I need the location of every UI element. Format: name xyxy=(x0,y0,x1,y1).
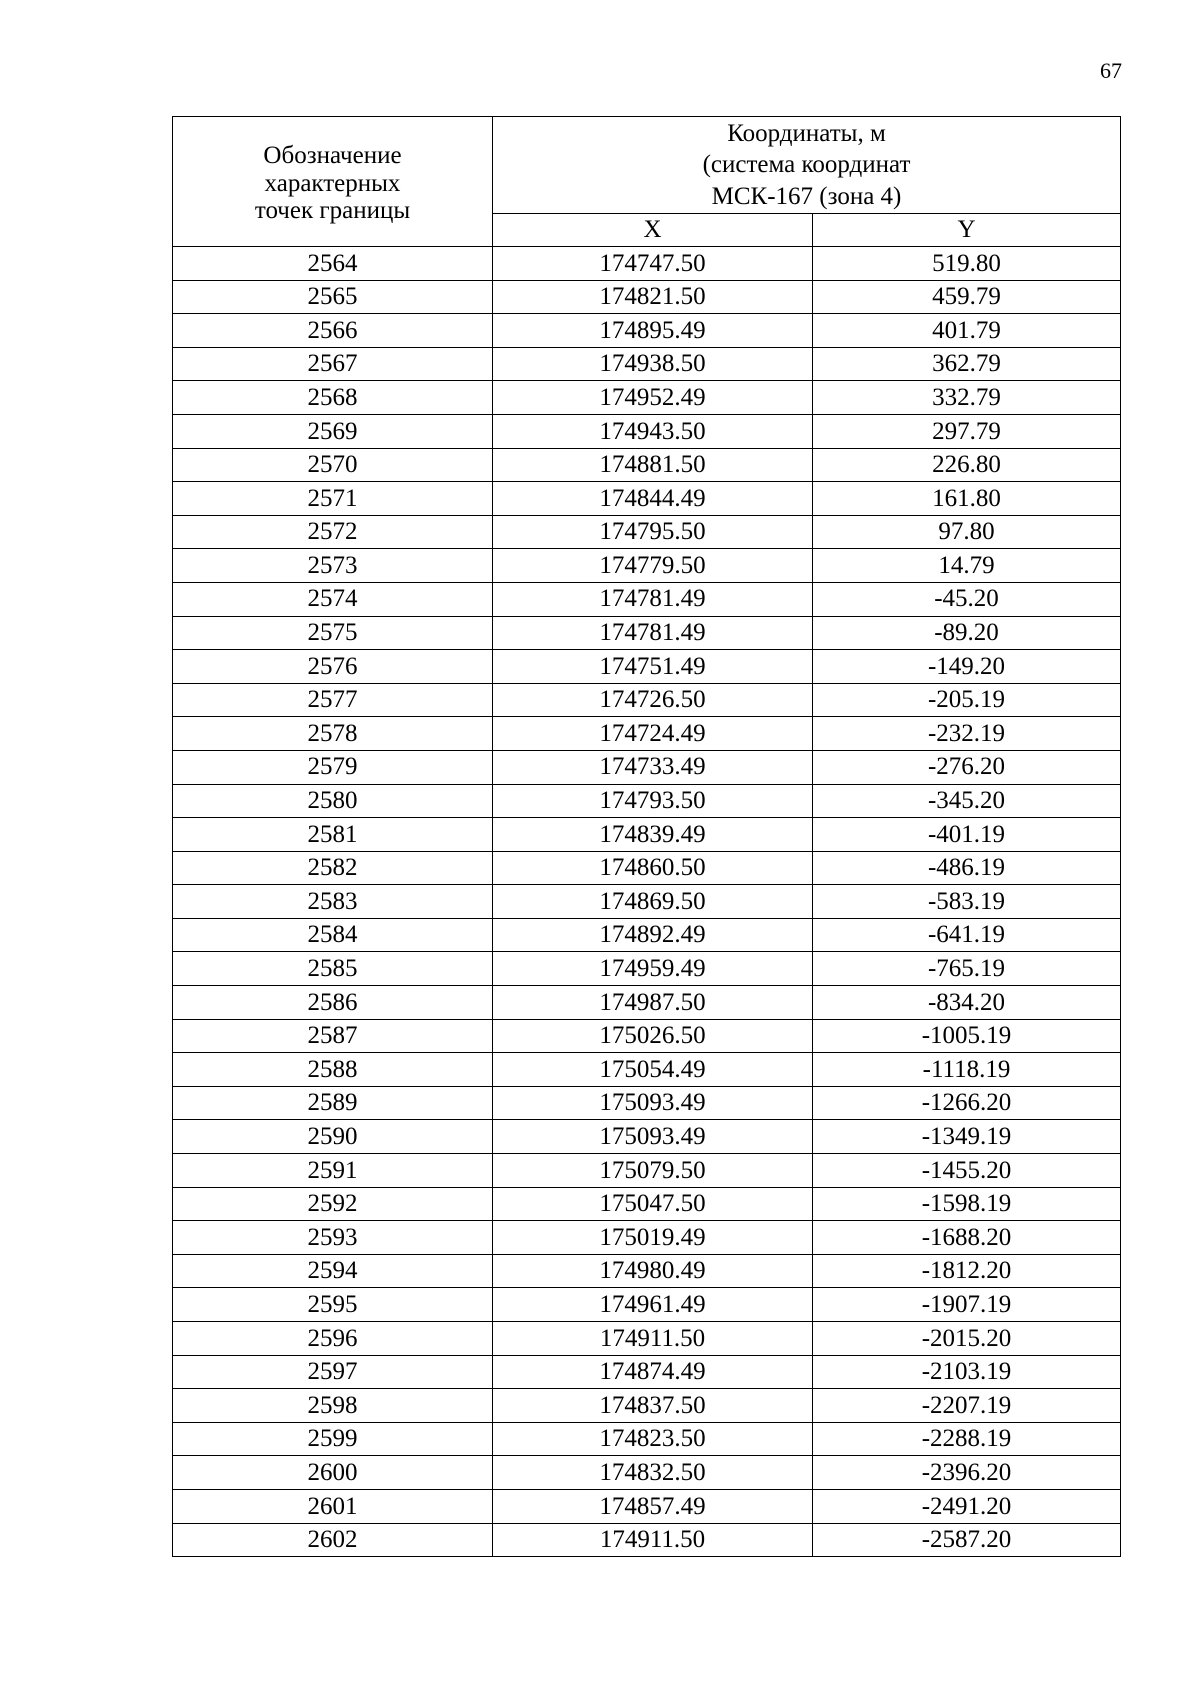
cell-x: 174795.50 xyxy=(493,515,813,549)
table-row xyxy=(173,717,1121,751)
cell-x: 174952.49 xyxy=(493,381,813,415)
cell-point: 2592 xyxy=(173,1187,493,1221)
cell-x: 174844.49 xyxy=(493,482,813,516)
cell-x: 174938.50 xyxy=(493,347,813,381)
cell-point: 2590 xyxy=(173,1120,493,1154)
cell-x: 175047.50 xyxy=(493,1187,813,1221)
cell-point: 2589 xyxy=(173,1086,493,1120)
cell-x: 174823.50 xyxy=(493,1422,813,1456)
table-row xyxy=(173,650,1121,684)
cell-y: -2103.19 xyxy=(813,1355,1121,1389)
cell-y: -2396.20 xyxy=(813,1456,1121,1490)
table-row xyxy=(173,952,1121,986)
cell-y: 332.79 xyxy=(813,381,1121,415)
table-row xyxy=(173,818,1121,852)
cell-point: 2568 xyxy=(173,381,493,415)
cell-point: 2586 xyxy=(173,986,493,1020)
cell-y: 519.80 xyxy=(813,247,1121,281)
cell-point: 2597 xyxy=(173,1355,493,1389)
cell-point: 2585 xyxy=(173,952,493,986)
cell-x: 174747.50 xyxy=(493,247,813,281)
table-row xyxy=(173,347,1121,381)
table-row xyxy=(173,314,1121,348)
cell-x: 174781.49 xyxy=(493,582,813,616)
cell-point: 2574 xyxy=(173,582,493,616)
cell-point: 2571 xyxy=(173,482,493,516)
cell-y: -1907.19 xyxy=(813,1288,1121,1322)
cell-x: 175019.49 xyxy=(493,1221,813,1255)
cell-y: -1005.19 xyxy=(813,1019,1121,1053)
cell-point: 2593 xyxy=(173,1221,493,1255)
cell-point: 2595 xyxy=(173,1288,493,1322)
cell-y: -1455.20 xyxy=(813,1154,1121,1188)
cell-x: 174961.49 xyxy=(493,1288,813,1322)
table-row xyxy=(173,616,1121,650)
table-row xyxy=(173,582,1121,616)
cell-point: 2582 xyxy=(173,851,493,885)
page-number: 67 xyxy=(1100,58,1122,83)
cell-point: 2583 xyxy=(173,885,493,919)
header-coordinates: Координаты, м (система координат МСК-167 (зона 4) xyxy=(493,117,1121,214)
table-row xyxy=(173,1422,1121,1456)
cell-point: 2581 xyxy=(173,818,493,852)
cell-point: 2587 xyxy=(173,1019,493,1053)
cell-y: -401.19 xyxy=(813,818,1121,852)
cell-x: 174959.49 xyxy=(493,952,813,986)
table-row xyxy=(173,247,1121,281)
table-row xyxy=(173,482,1121,516)
table-row xyxy=(173,1221,1121,1255)
cell-x: 174781.49 xyxy=(493,616,813,650)
cell-x: 175054.49 xyxy=(493,1053,813,1087)
table-row xyxy=(173,986,1121,1020)
cell-x: 174911.50 xyxy=(493,1322,813,1356)
cell-y: -1266.20 xyxy=(813,1086,1121,1120)
table-row xyxy=(173,1456,1121,1490)
cell-point: 2579 xyxy=(173,750,493,784)
table-row xyxy=(173,1187,1121,1221)
cell-point: 2576 xyxy=(173,650,493,684)
table-row xyxy=(173,885,1121,919)
cell-x: 174943.50 xyxy=(493,414,813,448)
cell-y: -583.19 xyxy=(813,885,1121,919)
table-row xyxy=(173,515,1121,549)
cell-x: 174895.49 xyxy=(493,314,813,348)
table-row xyxy=(173,784,1121,818)
table-row xyxy=(173,1254,1121,1288)
table-row xyxy=(173,414,1121,448)
cell-x: 174860.50 xyxy=(493,851,813,885)
header-point-designation: Обозначение характерных точек границы xyxy=(173,117,493,247)
table-row xyxy=(173,1489,1121,1523)
cell-point: 2591 xyxy=(173,1154,493,1188)
cell-y: -486.19 xyxy=(813,851,1121,885)
table-row xyxy=(173,1389,1121,1423)
cell-point: 2598 xyxy=(173,1389,493,1423)
table-row xyxy=(173,448,1121,482)
cell-y: -45.20 xyxy=(813,582,1121,616)
cell-y: 401.79 xyxy=(813,314,1121,348)
table-row xyxy=(173,750,1121,784)
cell-x: 174911.50 xyxy=(493,1523,813,1557)
cell-point: 2567 xyxy=(173,347,493,381)
cell-y: -2587.20 xyxy=(813,1523,1121,1557)
cell-x: 174857.49 xyxy=(493,1489,813,1523)
cell-x: 174837.50 xyxy=(493,1389,813,1423)
cell-y: -149.20 xyxy=(813,650,1121,684)
cell-point: 2570 xyxy=(173,448,493,482)
header-y: Y xyxy=(813,214,1121,247)
cell-x: 174751.49 xyxy=(493,650,813,684)
cell-point: 2602 xyxy=(173,1523,493,1557)
cell-y: -2207.19 xyxy=(813,1389,1121,1423)
cell-y: -276.20 xyxy=(813,750,1121,784)
table-row xyxy=(173,1288,1121,1322)
cell-y: 161.80 xyxy=(813,482,1121,516)
cell-x: 174793.50 xyxy=(493,784,813,818)
cell-y: 459.79 xyxy=(813,280,1121,314)
cell-y: -205.19 xyxy=(813,683,1121,717)
cell-point: 2578 xyxy=(173,717,493,751)
table-row xyxy=(173,381,1121,415)
cell-point: 2596 xyxy=(173,1322,493,1356)
cell-point: 2580 xyxy=(173,784,493,818)
table-row xyxy=(173,1053,1121,1087)
cell-point: 2601 xyxy=(173,1489,493,1523)
cell-point: 2584 xyxy=(173,918,493,952)
cell-y: 97.80 xyxy=(813,515,1121,549)
cell-point: 2573 xyxy=(173,549,493,583)
cell-y: -765.19 xyxy=(813,952,1121,986)
cell-point: 2577 xyxy=(173,683,493,717)
cell-x: 174779.50 xyxy=(493,549,813,583)
cell-x: 174892.49 xyxy=(493,918,813,952)
cell-x: 174869.50 xyxy=(493,885,813,919)
cell-x: 174821.50 xyxy=(493,280,813,314)
cell-x: 174987.50 xyxy=(493,986,813,1020)
cell-y: -2491.20 xyxy=(813,1489,1121,1523)
cell-point: 2575 xyxy=(173,616,493,650)
cell-x: 175026.50 xyxy=(493,1019,813,1053)
cell-x: 174839.49 xyxy=(493,818,813,852)
cell-y: -641.19 xyxy=(813,918,1121,952)
cell-point: 2600 xyxy=(173,1456,493,1490)
cell-point: 2599 xyxy=(173,1422,493,1456)
table-row xyxy=(173,1523,1121,1557)
table-row xyxy=(173,1120,1121,1154)
cell-x: 174733.49 xyxy=(493,750,813,784)
coordinates-table xyxy=(172,116,1121,1557)
cell-y: -1349.19 xyxy=(813,1120,1121,1154)
table-row xyxy=(173,1322,1121,1356)
table-row xyxy=(173,1154,1121,1188)
cell-y: 297.79 xyxy=(813,414,1121,448)
cell-point: 2566 xyxy=(173,314,493,348)
cell-y: -89.20 xyxy=(813,616,1121,650)
cell-y: -345.20 xyxy=(813,784,1121,818)
cell-x: 174881.50 xyxy=(493,448,813,482)
cell-x: 175093.49 xyxy=(493,1086,813,1120)
table-row xyxy=(173,851,1121,885)
cell-point: 2572 xyxy=(173,515,493,549)
table-row xyxy=(173,1019,1121,1053)
cell-y: 14.79 xyxy=(813,549,1121,583)
table-row xyxy=(173,683,1121,717)
cell-x: 174874.49 xyxy=(493,1355,813,1389)
cell-y: -2015.20 xyxy=(813,1322,1121,1356)
cell-y: -1812.20 xyxy=(813,1254,1121,1288)
table-row xyxy=(173,549,1121,583)
table-body xyxy=(173,247,1121,1557)
cell-y: 362.79 xyxy=(813,347,1121,381)
cell-x: 175093.49 xyxy=(493,1120,813,1154)
cell-y: -1598.19 xyxy=(813,1187,1121,1221)
cell-y: 226.80 xyxy=(813,448,1121,482)
cell-y: -232.19 xyxy=(813,717,1121,751)
cell-point: 2569 xyxy=(173,414,493,448)
cell-x: 174832.50 xyxy=(493,1456,813,1490)
table-row xyxy=(173,918,1121,952)
cell-point: 2565 xyxy=(173,280,493,314)
cell-y: -834.20 xyxy=(813,986,1121,1020)
cell-y: -1688.20 xyxy=(813,1221,1121,1255)
cell-x: 174980.49 xyxy=(493,1254,813,1288)
cell-x: 174724.49 xyxy=(493,717,813,751)
cell-x: 174726.50 xyxy=(493,683,813,717)
cell-point: 2588 xyxy=(173,1053,493,1087)
cell-y: -2288.19 xyxy=(813,1422,1121,1456)
header-x: X xyxy=(493,214,813,247)
cell-point: 2564 xyxy=(173,247,493,281)
table-row xyxy=(173,1355,1121,1389)
cell-point: 2594 xyxy=(173,1254,493,1288)
table-row xyxy=(173,1086,1121,1120)
table-row xyxy=(173,280,1121,314)
cell-x: 175079.50 xyxy=(493,1154,813,1188)
cell-y: -1118.19 xyxy=(813,1053,1121,1087)
